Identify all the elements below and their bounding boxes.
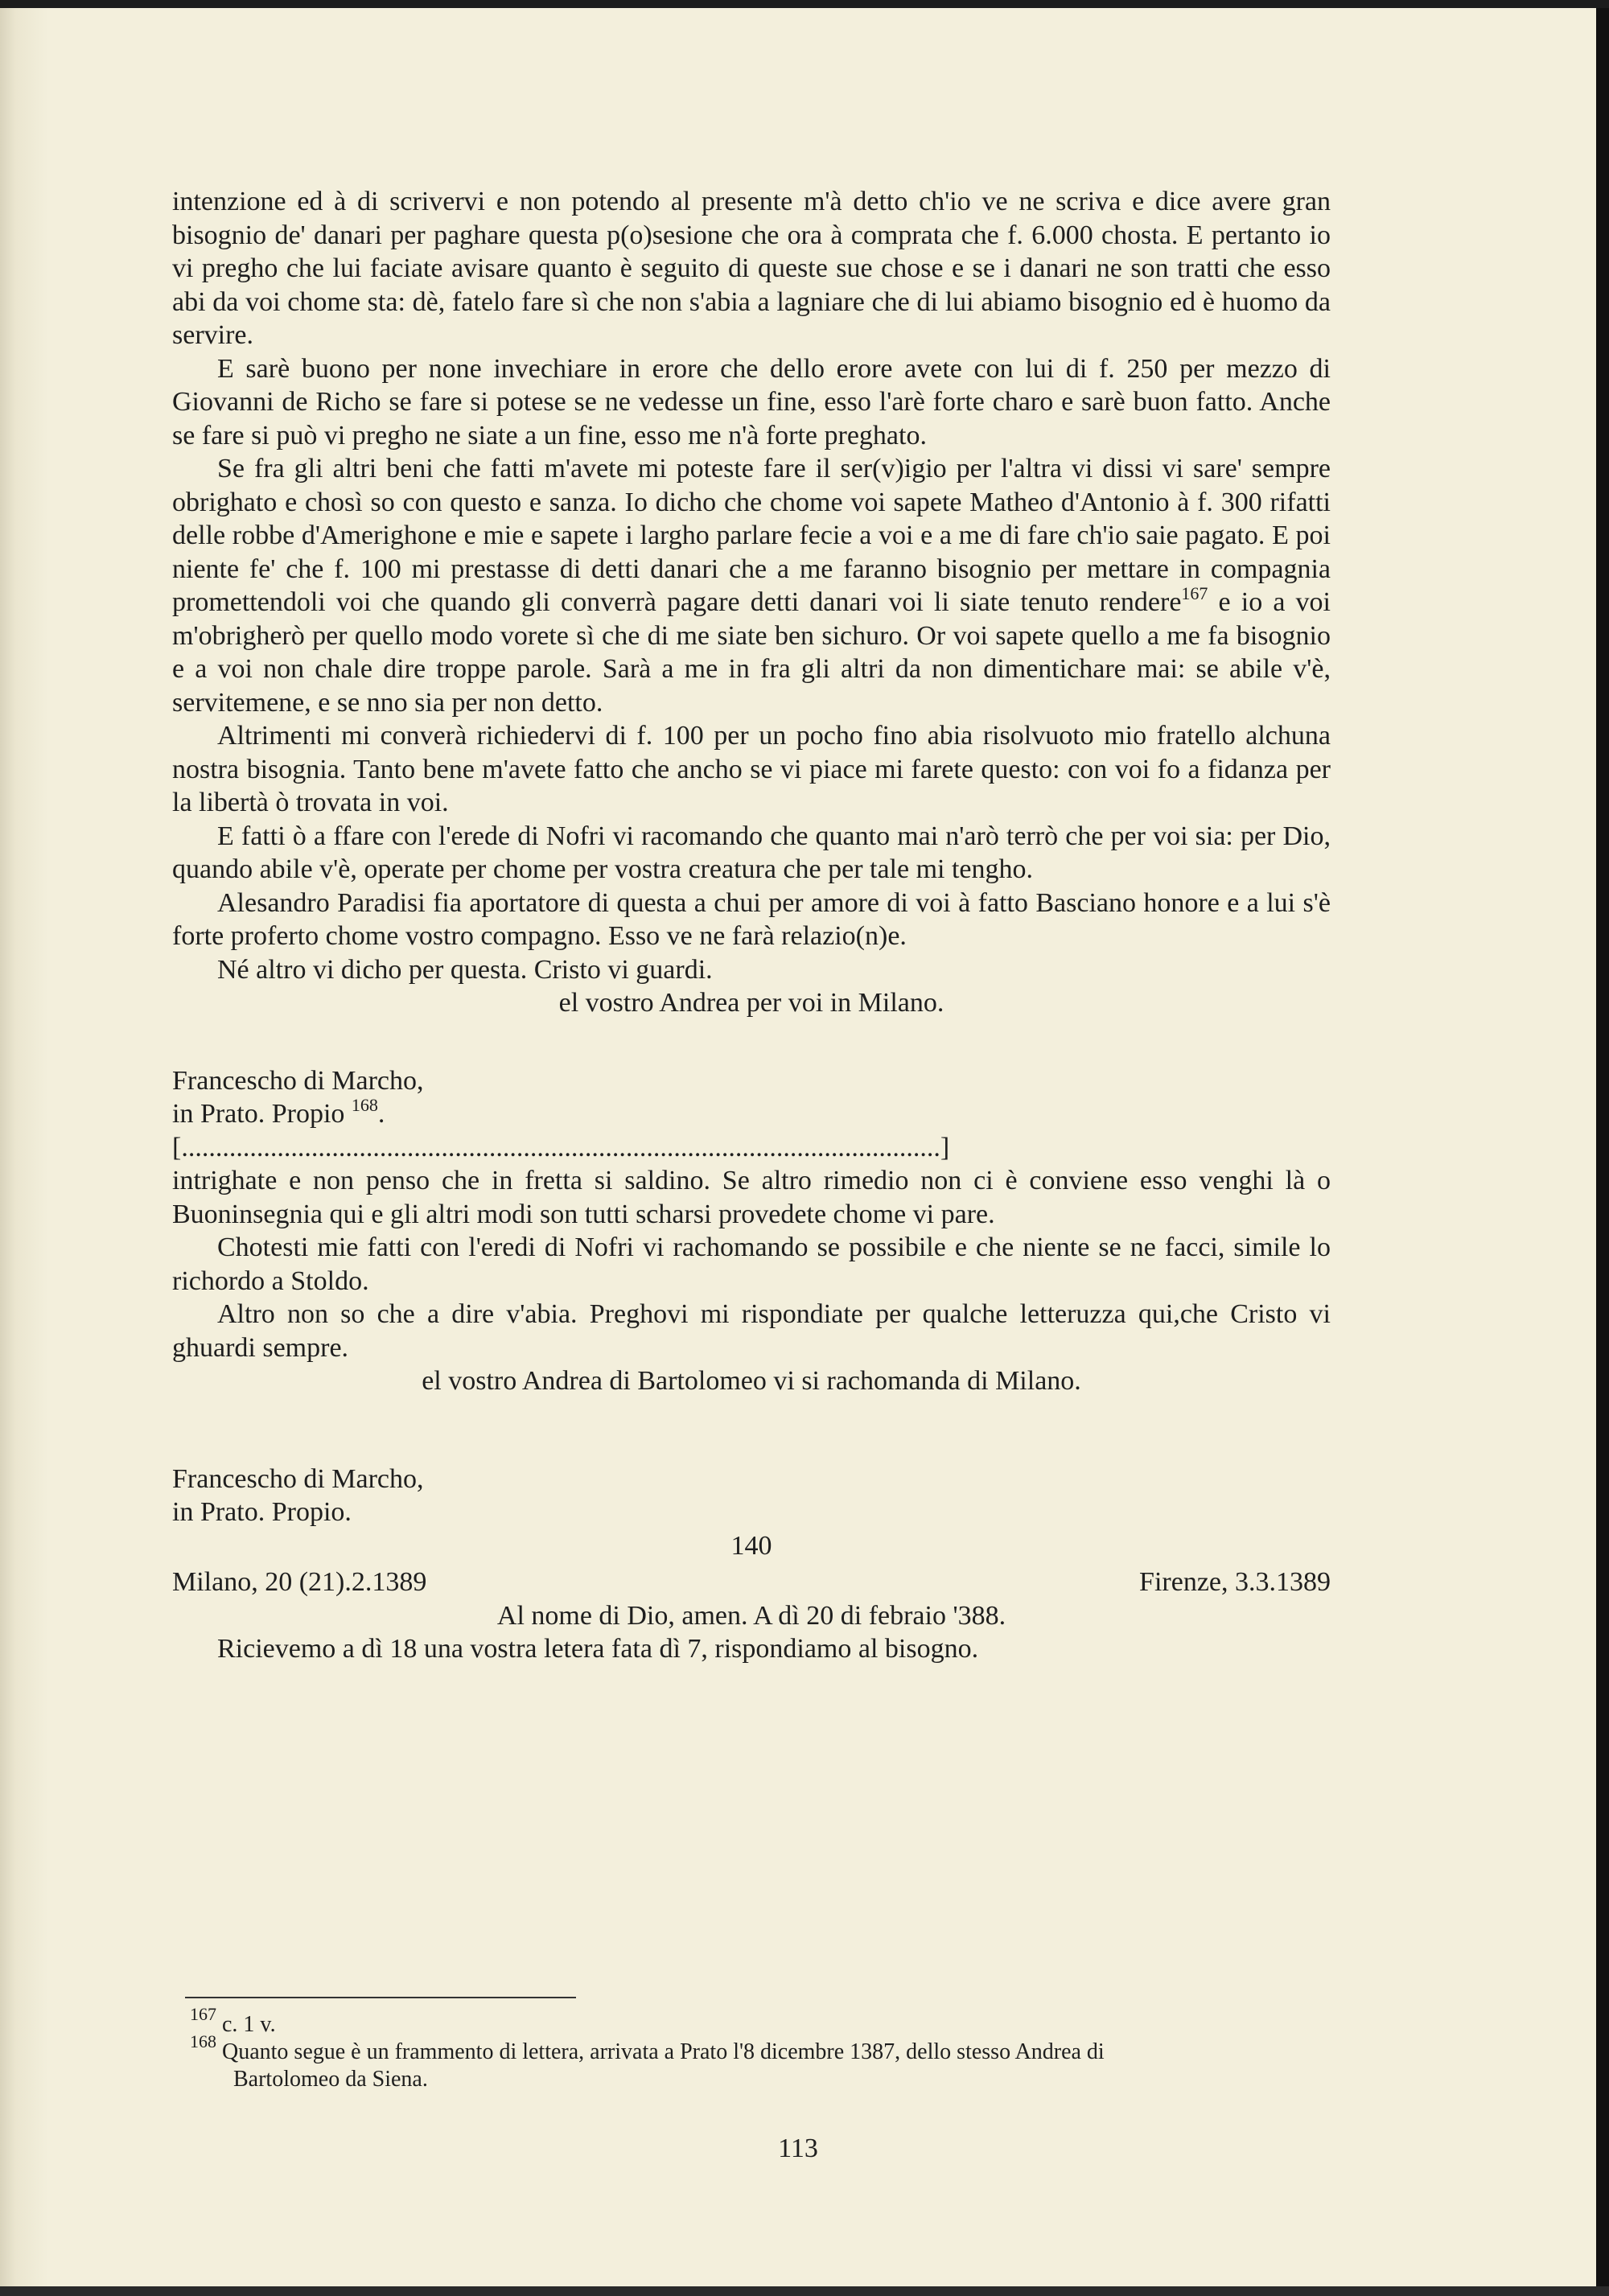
paragraph: Altro non so che a dire v'abia. Preghovi mi rispondiate per qualche letteruzza qui,che Cristo vi ghuardi sempre. <box>172 1299 1331 1363</box>
paragraph: Né altro vi dicho per questa. Cristo vi guardi. <box>217 954 713 985</box>
paragraph: intenzione ed à di scrivervi e non potendo al presente m'à detto ch'io ve ne scriva e dice avere gran bisognio de' danari per paghare questa p(o)sesione che ora à comprata che f. 6.000 chosta. E pertanto io vi pregho che lui faciate avisare quanto è seguito di queste sue chose e se i danari ne son tratti che esso abi da voi chome sta: dè, fatelo fare sì che non s'abia a lagniare che di lui abiamo bisognio ed è huomo da servire. <box>172 187 1331 350</box>
letter-header <box>172 1566 1331 1599</box>
letter-signature: el vostro Andrea di Bartolomeo vi si rachomanda di Milano. <box>422 1366 1081 1396</box>
paragraph: Alesandro Paradisi fia aportatore di questa a chui per amore di voi à fatto Basciano honore e a lui s'è forte proferto chome vostro compagno. Esso ve ne farà relazio(n)e. <box>172 887 1331 951</box>
paragraph: E fatti ò a ffare con l'erede di Nofri vi racomando che quanto mai n'arò terrò che per voi sia: per Dio, quando abile v'è, operate per chome per vostra creatura che per tale mi tengho. <box>172 821 1331 884</box>
footnote-ref[interactable]: 167 <box>1181 583 1208 603</box>
destination-date: Firenze, 3.3.1389 <box>1139 1567 1331 1597</box>
letter-number: 140 <box>730 1530 772 1561</box>
paragraph: Altrimenti mi converà richiedervi di f. 100 per un pocho fino abia risolvuoto mio fratello alchuna nostra bisognia. Tanto bene m'avete fatto che ancho se vi piace mi farete questo: con voi fo a fidanza per la libertà ò trovata in voi. <box>172 721 1331 817</box>
footnote-divider <box>185 1997 576 1998</box>
page-number: 113 <box>778 2133 818 2163</box>
footnote: $^{167}$ c. 1 v. <box>190 2004 276 2037</box>
footnotes <box>190 2004 1316 2093</box>
main-text <box>172 185 1331 1666</box>
letter-address: Francescho di Marcho, in Prato. Propio $^{168}$. <box>172 1065 424 1129</box>
footnote-ref[interactable]: 168 <box>351 1095 378 1115</box>
paragraph: Chotesti mie fatti con l'eredi di Nofri vi rachomando se possibile e che niente se ne facci, simile lo richordo a Stoldo. <box>172 1232 1331 1296</box>
letter-signature: el vostro Andrea per voi in Milano. <box>558 988 944 1018</box>
lacuna-marker: [...............................................................................................................] <box>172 1132 950 1162</box>
paragraph: intrighate e non penso che in fretta si saldino. Se altro rimedio non ci è conviene esso venghi là o Buoninsegnia qui e gli altri modi son tutti scharsi provedete chome vi pare. <box>172 1166 1331 1229</box>
scan-edge <box>0 2286 1609 2296</box>
scan-edge <box>1596 0 1609 2296</box>
footnote: $^{168}$ Quanto segue è un frammento di lettera, arrivata a Prato l'8 dicembre 1387, dello stesso Andrea di <box>190 2031 1105 2064</box>
paragraph: Ricievemo a dì 18 una vostra letera fata dì 7, rispondiamo al bisogno. <box>217 1634 979 1664</box>
letter-salutation: Al nome di Dio, amen. A dì 20 di febraio '388. <box>496 1600 1006 1631</box>
scan-edge <box>0 0 1609 8</box>
paragraph: Se fra gli altri beni che fatti m'avete mi poteste fare il ser(v)igio per l'altra vi dissi vi sare' sempre obrighato e chosì so con questo e sanza. Io dicho che chome voi sapete Matheo d'Antonio à f. 300 rifatti delle robbe d'Amerighone e mie e sapete i largho parlare fecie a voi e a me di fare ch'io saie pagato. E poi niente fe' che f. 100 mi prestasse di detti danari che a me faranno bisognio per mettare in compagnia promettendoli voi che quando gli converrà pagare detti danari voi li siate tenuto rendere$^{167}$ e io a voi m'obrigherò per quello modo vorete sì che di me siate ben sichuro. Or voi sapete quello a me fa bisognio e a voi non chale dire troppe parole. Sarà a me in fra gli altri da non dimentichare mai: se abile v'è, servitemene, e se nno sia per non detto. <box>172 454 1331 718</box>
letter-address: Francescho di Marcho, in Prato. Propio. <box>172 1463 424 1527</box>
footnote-continuation: Bartolomeo da Siena. <box>233 2067 428 2092</box>
origin-date: Milano, 20 (21).2.1389 <box>172 1567 427 1597</box>
paragraph: E sarè buono per none invechiare in erore che dello erore avete con lui di f. 250 per mezzo di Giovanni de Richo se fare si potese se ne vedesse un fine, esso l'arè forte charo e sarè buon fatto. Anche se fare si può vi pregho ne siate a un fine, esso me n'à forte preghato. <box>172 353 1331 451</box>
